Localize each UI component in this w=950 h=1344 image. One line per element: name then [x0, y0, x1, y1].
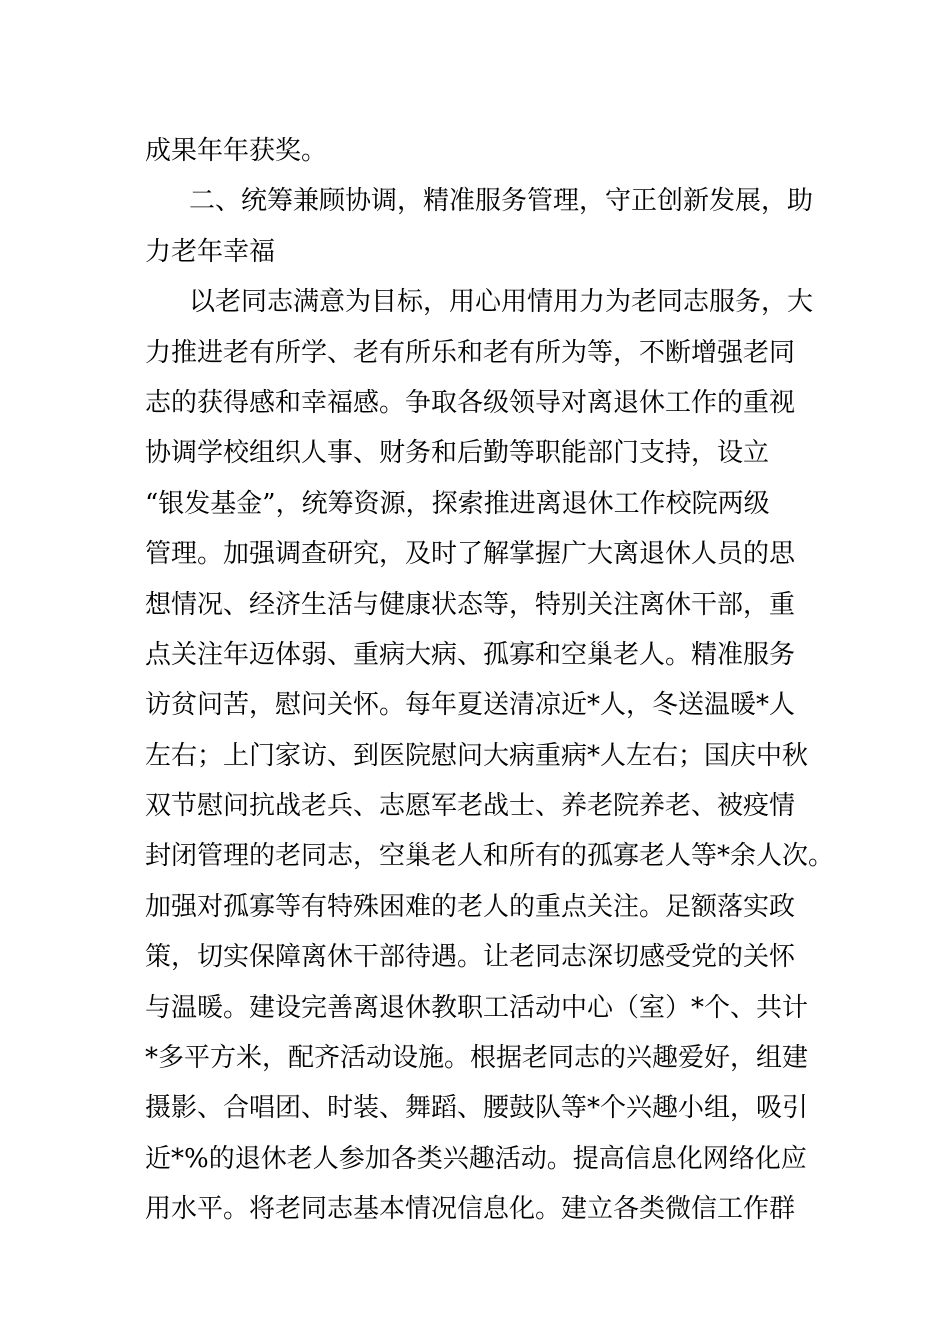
- text-line-15: 封闭管理的老同志，空巢老人和所有的孤寡老人等*余人次。: [145, 841, 835, 872]
- text-line-8: “银发基金”，统筹资源，探索推进离退休工作校院两级: [145, 488, 770, 519]
- text-line-21: 近*%的退休老人参加各类兴趣活动。提高信息化网络化应: [145, 1143, 807, 1174]
- text-line-13: 左右；上门家访、到医院慰问大病重病*人左右；国庆中秋: [145, 740, 809, 771]
- text-line-22: 用水平。将老同志基本情况信息化。建立各类微信工作群: [145, 1194, 796, 1225]
- text-line-10: 想情况、经济生活与健康状态等，特别关注离休干部，重: [145, 589, 796, 620]
- text-line-16: 加强对孤寡等有特殊困难的老人的重点关注。足额落实政: [145, 891, 796, 922]
- text-line-6: 志的获得感和幸福感。争取各级领导对离退休工作的重视: [145, 387, 796, 418]
- text-line-19: *多平方米，配齐活动设施。根据老同志的兴趣爱好，组建: [145, 1043, 809, 1074]
- text-line-18: 与温暖。建设完善离退休教职工活动中心（室）*个、共计: [145, 992, 809, 1023]
- text-line-1: 成果年年获奖。: [145, 136, 328, 166]
- text-line-9: 管理。加强调查研究，及时了解掌握广大离退休人员的思: [145, 539, 796, 570]
- text-line-14: 双节慰问抗战老兵、志愿军老战士、养老院养老、被疫情: [145, 791, 796, 822]
- document-body: [145, 126, 835, 1235]
- text-line-17: 策，切实保障离休干部待遇。让老同志深切感受党的关怀: [145, 942, 796, 973]
- section-heading-line-2: 力老年幸福: [145, 236, 276, 267]
- section-heading-line-1: 二、统筹兼顾协调，精准服务管理，守正创新发展，助: [189, 186, 814, 217]
- text-line-20: 摄影、合唱团、时装、舞蹈、腰鼓队等*个兴趣小组，吸引: [145, 1093, 809, 1124]
- text-line-11: 点关注年迈体弱、重病大病、孤寡和空巢老人。精准服务: [145, 639, 796, 670]
- text-line-4: 以老同志满意为目标，用心用情用力为老同志服务，大: [189, 287, 814, 318]
- text-line-5: 力推进老有所学、老有所乐和老有所为等，不断增强老同: [145, 337, 796, 368]
- text-line-12: 访贫问苦，慰问关怀。每年夏送清凉近*人，冬送温暖*人: [145, 690, 796, 721]
- text-line-7: 协调学校组织人事、财务和后勤等职能部门支持，设立: [145, 438, 770, 469]
